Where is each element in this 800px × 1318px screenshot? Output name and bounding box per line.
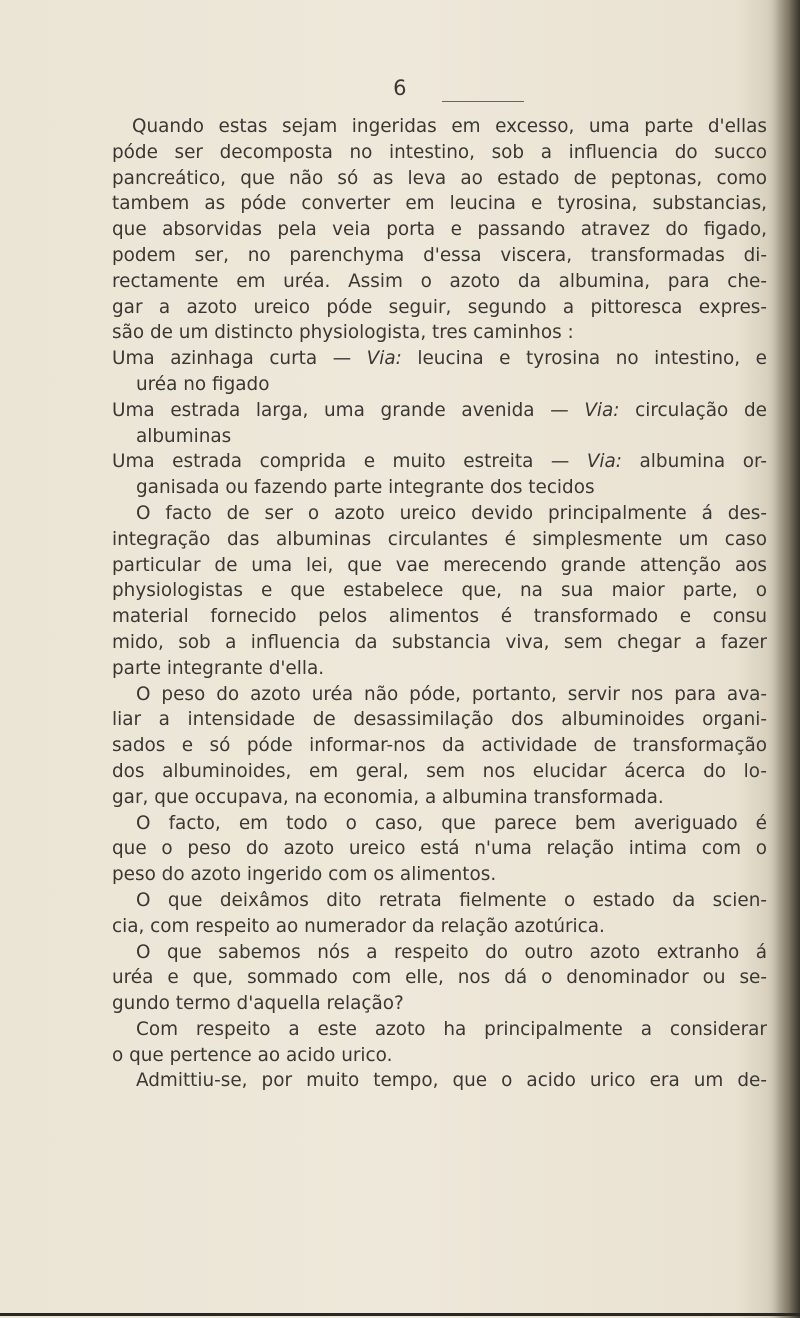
text-segment: que absorvidas pela veia porta e passando atravez do figado,: [112, 219, 767, 241]
text-line: [112, 630, 767, 656]
text-line: [112, 1017, 767, 1043]
text-line: [112, 191, 767, 217]
text-line: [112, 553, 767, 579]
text-line: [112, 475, 767, 501]
via-label: Via:: [586, 451, 622, 473]
text-line: [112, 759, 767, 785]
text-segment: dos albuminoides, em geral, sem nos elucidar ácerca do lo-: [112, 760, 767, 782]
text-line: [112, 114, 767, 140]
text-segment: liar a intensidade de desassimilação dos albuminoides organi-: [112, 709, 767, 731]
text-line: [112, 527, 767, 553]
via-label: Via:: [366, 348, 402, 370]
text-segment: Uma estrada comprida e muito estreita —: [112, 451, 587, 473]
text-segment: são de um distincto physiologista, tres caminhos :: [112, 322, 574, 344]
text-line: [112, 269, 767, 295]
text-line: [112, 811, 767, 837]
text-line: [112, 656, 767, 682]
text-segment: Uma azinhaga curta —: [112, 348, 367, 370]
text-line: [112, 991, 767, 1017]
text-segment: parte integrante d'ella.: [112, 657, 325, 679]
text-line: [112, 346, 767, 372]
text-line: [112, 243, 767, 269]
text-segment: rectamente em uréa. Assim o azoto da albumina, para che-: [112, 270, 767, 292]
text-segment: peso do azoto ingerido com os alimentos.: [112, 864, 497, 886]
text-line: [112, 940, 767, 966]
text-segment: integração das albuminas circulantes é simplesmente um caso: [112, 528, 767, 550]
text-segment: Com respeito a este azoto ha principalmente a considerar: [136, 1018, 767, 1040]
text-segment: O facto de ser o azoto ureico devido principalmente á des-: [136, 502, 767, 524]
text-segment: physiologistas e que estabelece que, na sua maior parte, o: [112, 580, 767, 602]
header-rule: [442, 101, 524, 102]
text-line: [112, 320, 767, 346]
text-segment: póde ser decomposta no intestino, sob a influencia do succo: [112, 141, 767, 163]
bottom-rule: [0, 1313, 800, 1316]
body-text: [112, 114, 767, 1094]
text-segment: o que pertence ao acido urico.: [112, 1044, 393, 1066]
text-line: [112, 707, 767, 733]
text-line: [112, 140, 767, 166]
text-segment: sados e só póde informar-nos da actividade de transformação: [112, 735, 767, 757]
text-segment: que o peso do azoto ureico está n'uma relação intima com o: [112, 838, 767, 860]
text-segment: Admittiu-se, por muito tempo, que o acido urico era um de-: [136, 1070, 767, 1092]
text-segment: O que deixâmos dito retrata fielmente o estado da scien-: [136, 889, 767, 911]
text-line: [112, 1068, 767, 1094]
text-segment: O peso do azoto uréa não póde, portanto, servir nos para ava-: [136, 683, 767, 705]
text-line: [112, 733, 767, 759]
page-number: 6: [393, 76, 407, 100]
text-segment: ganisada ou fazendo parte integrante dos tecidos: [136, 477, 595, 499]
text-line: [112, 424, 767, 450]
text-line: [112, 836, 767, 862]
text-segment: gar, que occupava, na economia, a albumina transformada.: [112, 786, 664, 808]
text-line: [112, 862, 767, 888]
text-segment: particular de uma lei, que vae merecendo grande attenção aos: [112, 554, 767, 576]
text-line: [112, 501, 767, 527]
text-line: [112, 1043, 767, 1069]
text-segment: podem ser, no parenchyma d'essa viscera, transformadas di-: [112, 244, 767, 266]
text-segment: material fornecido pelos alimentos é transformado e consu: [112, 606, 767, 628]
text-line: [112, 682, 767, 708]
text-segment: O que sabemos nós a respeito do outro azoto extranho á: [136, 941, 767, 963]
text-line: [112, 888, 767, 914]
text-line: [112, 398, 767, 424]
text-segment: albumina or-: [622, 451, 767, 473]
text-line: [112, 217, 767, 243]
text-segment: albuminas: [136, 425, 232, 447]
text-line: [112, 785, 767, 811]
via-label: Via:: [584, 399, 620, 421]
text-segment: Uma estrada larga, uma grande avenida —: [112, 399, 585, 421]
text-segment: leucina e tyrosina no intestino, e: [401, 348, 767, 370]
text-line: [112, 965, 767, 991]
text-line: [112, 449, 767, 475]
text-line: [112, 295, 767, 321]
text-segment: O facto, em todo o caso, que parece bem averiguado é: [136, 812, 767, 834]
text-segment: cia, com respeito ao numerador da relação azotúrica.: [112, 915, 605, 937]
text-segment: gundo termo d'aquella relação?: [112, 993, 404, 1015]
text-segment: mido, sob a influencia da substancia viva, sem chegar a fazer: [112, 631, 767, 653]
text-line: [112, 914, 767, 940]
text-segment: tambem as póde converter em leucina e tyrosina, substancias,: [112, 193, 767, 215]
page-edge-shadow: [774, 0, 800, 1318]
text-segment: uréa no figado: [136, 373, 270, 395]
text-line: [112, 578, 767, 604]
text-segment: uréa e que, sommado com elle, nos dá o denominador ou se-: [112, 967, 767, 989]
text-segment: circulação de: [619, 399, 767, 421]
text-line: [112, 604, 767, 630]
text-segment: Quando estas sejam ingeridas em excesso, uma parte d'ellas: [132, 116, 767, 137]
text-line: [112, 372, 767, 398]
text-segment: gar a azoto ureico póde seguir, segundo a pittoresca expres-: [112, 296, 767, 318]
text-segment: pancreático, que não só as leva ao estado de peptonas, como: [112, 167, 767, 189]
text-line: [112, 166, 767, 192]
